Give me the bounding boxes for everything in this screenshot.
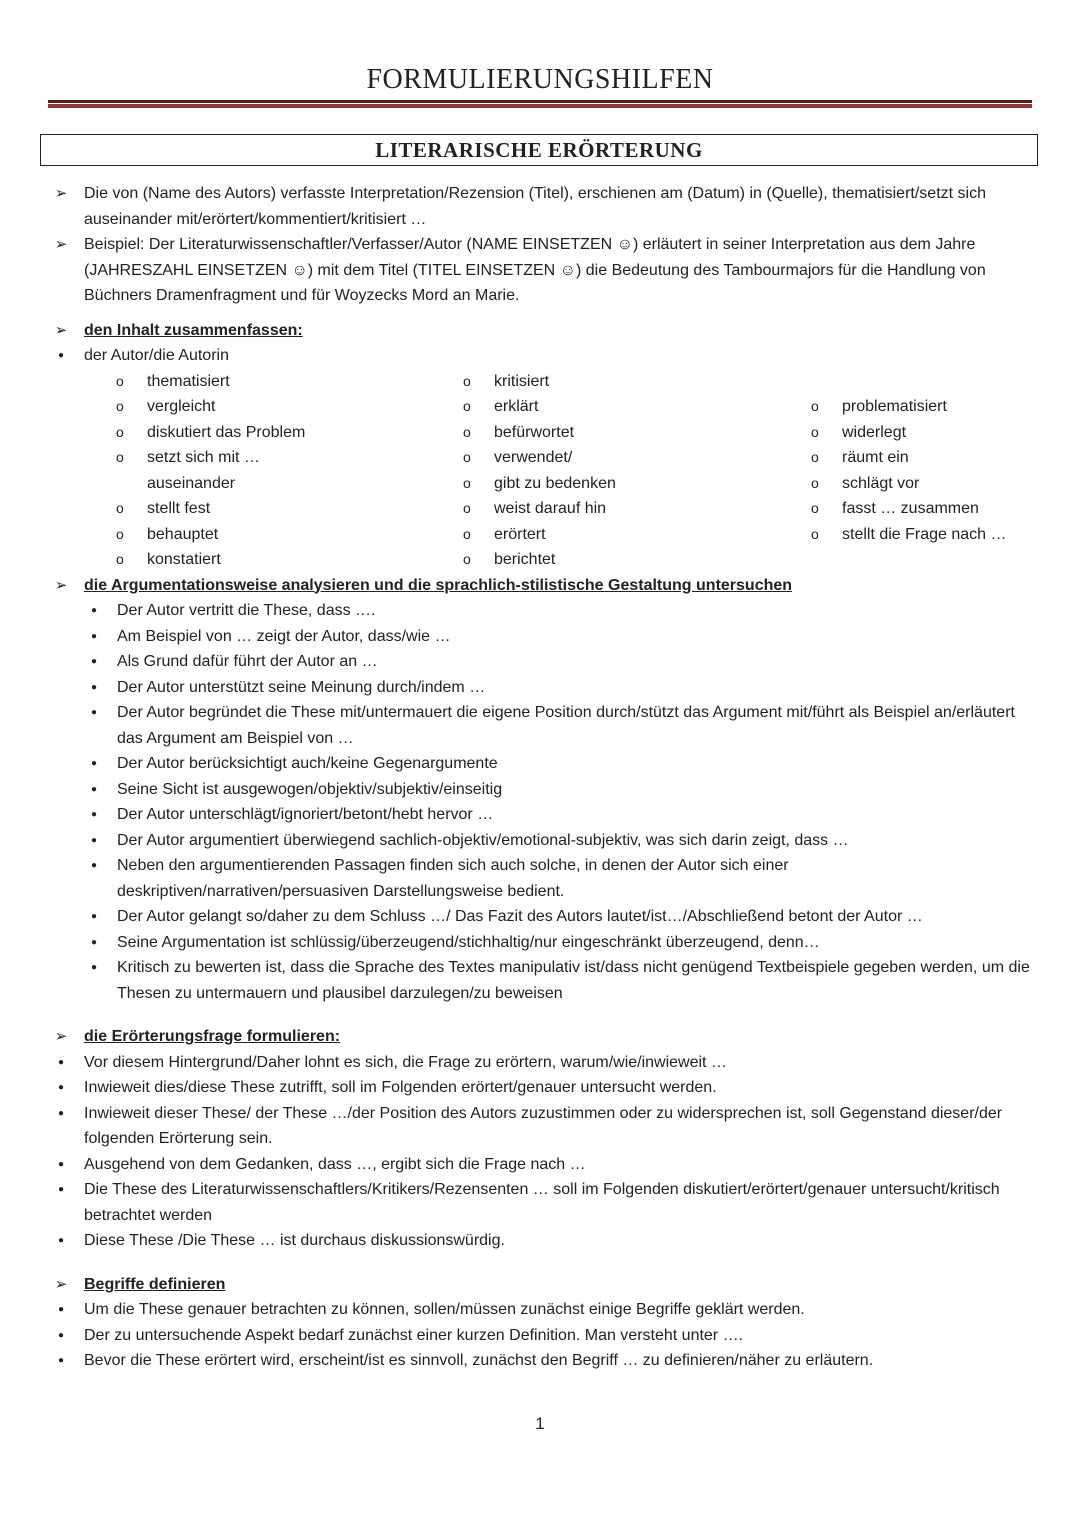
bullet-icon	[48, 1323, 74, 1349]
verb-item: o kritisiert	[463, 369, 616, 395]
verb-item: o behauptet	[116, 522, 305, 548]
circle-bullet-icon: o	[463, 398, 471, 414]
bullet-icon	[81, 598, 107, 624]
bullet-icon	[81, 777, 107, 803]
bullet-icon	[81, 930, 107, 956]
bullet-icon	[48, 1101, 74, 1127]
list-item: ● Der Autor vertritt die These, dass ….	[48, 598, 1038, 624]
circle-bullet-icon: o	[463, 500, 471, 516]
verb-item: o erklärt	[463, 394, 616, 420]
title-divider	[48, 100, 1032, 108]
circle-bullet-icon: o	[811, 474, 819, 491]
circle-bullet-icon: o	[463, 372, 471, 389]
verb-item: o widerlegt	[811, 420, 1007, 446]
bullet-icon	[48, 1228, 74, 1254]
circle-bullet-icon: o	[811, 398, 819, 414]
bullet-icon	[48, 1177, 74, 1203]
list-item: ● Der Autor berücksichtigt auch/keine Gegenargumente	[48, 751, 1038, 777]
bullet-icon	[81, 955, 107, 981]
intro-item: ➢ Die von (Name des Autors) verfasste Interpretation/Rezension (Titel), erschienen am (Datum) in (Quelle), thematisiert/setzt sich auseinander mit/erörtert/kommentiert/kritisiert …	[48, 181, 1038, 232]
list-item: ● Der Autor unterstützt seine Meinung durch/indem …	[48, 675, 1038, 701]
intro-item: ➢ Beispiel: Der Literaturwissenschaftler/Verfasser/Autor (NAME EINSETZEN ☺) erläutert in seiner Interpretation aus dem Jahre (JAHRESZAHL EINSETZEN ☺) mit dem Titel (TITEL EINSETZEN ☺) die Bedeutung des Tambourmajors für die Handlung von Büchners Dramenfragment und für Woyzecks Mord an Marie.	[48, 232, 1038, 309]
verb-item-continuation: auseinander	[147, 474, 236, 492]
list-item: ● Der Autor argumentiert überwiegend sachlich-objektiv/emotional-subjektiv, was sich darin zeigt, dass …	[48, 828, 1038, 854]
bullet-icon	[81, 751, 107, 777]
bullet-icon	[81, 828, 107, 854]
verb-item: o setzt sich mit …	[116, 445, 305, 471]
verb-column-3	[811, 394, 1007, 547]
list-item: ● der Autor/die Autorin	[48, 343, 1038, 369]
verb-item: o räumt ein	[811, 445, 1007, 471]
list-item: ● Um die These genauer betrachten zu können, sollen/müssen zunächst einige Begriffe geklärt werden.	[48, 1297, 1038, 1323]
section-heading-question: ➢ die Erörterungsfrage formulieren:	[48, 1024, 1038, 1050]
circle-bullet-icon: o	[116, 500, 124, 516]
bullet-icon	[48, 1297, 74, 1323]
circle-bullet-icon: o	[463, 423, 471, 440]
circle-bullet-icon: o	[811, 500, 819, 516]
verb-item: o thematisiert	[116, 369, 305, 395]
list-item: ● Seine Argumentation ist schlüssig/überzeugend/stichhaltig/nur eingeschränkt überzeugend, denn…	[48, 930, 1038, 956]
list-item: ● Seine Sicht ist ausgewogen/objektiv/subjektiv/einseitig	[48, 777, 1038, 803]
list-item: ● Der Autor gelangt so/daher zu dem Schluss …/ Das Fazit des Autors lautet/ist…/Abschließend betont der Autor …	[48, 904, 1038, 930]
verb-item: o weist darauf hin	[463, 496, 616, 522]
circle-bullet-icon: o	[116, 525, 124, 542]
bullet-icon	[81, 802, 107, 828]
verb-item: o stellt die Frage nach …	[811, 522, 1007, 548]
bullet-icon	[81, 904, 107, 930]
arrow-bullet-icon: ➢	[54, 576, 68, 594]
verb-item: o diskutiert das Problem	[116, 420, 305, 446]
verb-list	[48, 369, 1038, 573]
section-heading-argumentation: ➢ die Argumentationsweise analysieren und die sprachlich-stilistische Gestaltung untersuchen	[48, 573, 1038, 599]
circle-bullet-icon: o	[116, 423, 124, 440]
list-item: ● Vor diesem Hintergrund/Daher lohnt es sich, die Frage zu erörtern, warum/wie/inwieweit …	[48, 1050, 1038, 1076]
circle-bullet-icon: o	[811, 423, 819, 440]
bullet-icon	[48, 1075, 74, 1101]
page-number: 1	[535, 1414, 545, 1433]
list-item: ● Bevor die These erörtert wird, erscheint/ist es sinnvoll, zunächst den Begriff … zu definieren/näher zu erläutern.	[48, 1348, 1038, 1374]
circle-bullet-icon: o	[463, 551, 471, 567]
verb-item: o schlägt vor	[811, 471, 1007, 497]
list-item: ● Der Autor begründet die These mit/untermauert die eigene Position durch/stützt das Argument mit/führt als Beispiel an/erläutert das Argument am Beispiel von …	[48, 700, 1038, 751]
circle-bullet-icon: o	[116, 372, 124, 389]
verb-item: o vergleicht	[116, 394, 305, 420]
circle-bullet-icon: o	[811, 525, 819, 542]
arrow-bullet-icon: ➢	[54, 1275, 68, 1293]
arrow-bullet-icon: ➢	[54, 321, 68, 339]
list-item: ● Die These des Literaturwissenschaftlers/Kritikers/Rezensenten … soll im Folgenden diskutiert/erörtert/genauer untersucht/kritisch betrachtet werden	[48, 1177, 1038, 1228]
verb-item: o verwendet/	[463, 445, 616, 471]
section-heading-definitions: ➢ Begriffe definieren	[48, 1272, 1038, 1298]
bullet-icon	[81, 700, 107, 726]
bullet-icon	[81, 675, 107, 701]
bullet-icon	[48, 1348, 74, 1374]
list-item: ● Ausgehend von dem Gedanken, dass …, ergibt sich die Frage nach …	[48, 1152, 1038, 1178]
list-item: ● Der Autor unterschlägt/ignoriert/betont/hebt hervor …	[48, 802, 1038, 828]
section-title: LITERARISCHE ERÖRTERUNG	[40, 134, 1038, 166]
circle-bullet-icon: o	[463, 449, 471, 465]
section-heading-summary: ➢ den Inhalt zusammenfassen:	[48, 318, 1038, 344]
verb-item: o konstatiert	[116, 547, 305, 573]
verb-item: o fasst … zusammen	[811, 496, 1007, 522]
page-title: FORMULIERUNGSHILFEN	[366, 64, 714, 95]
circle-bullet-icon: o	[463, 474, 471, 491]
verb-item: o befürwortet	[463, 420, 616, 446]
bullet-icon	[81, 853, 107, 879]
verb-item: o stellt fest	[116, 496, 305, 522]
arrow-bullet-icon: ➢	[54, 1028, 68, 1045]
list-item: ● Inwieweit dies/diese These zutrifft, soll im Folgenden erörtert/genauer untersucht werden.	[48, 1075, 1038, 1101]
list-item: ● Der zu untersuchende Aspekt bedarf zunächst einer kurzen Definition. Man versteht unter ….	[48, 1323, 1038, 1349]
bullet-icon	[48, 343, 74, 369]
circle-bullet-icon: o	[811, 449, 819, 465]
bullet-icon	[48, 1152, 74, 1178]
verb-column-2	[463, 369, 616, 573]
verb-item: o problematisiert	[811, 394, 1007, 420]
arrow-bullet-icon: ➢	[54, 185, 68, 202]
list-item: ● Kritisch zu bewerten ist, dass die Sprache des Textes manipulativ ist/dass nicht genügend Textbeispiele gegeben werden, um die Thesen zu untermauern und plausibel darzulegen/zu beweisen	[48, 955, 1038, 1006]
arrow-bullet-icon: ➢	[54, 236, 68, 253]
verb-item: o berichtet	[463, 547, 616, 573]
verb-item: o erörtert	[463, 522, 616, 548]
verb-item: o gibt zu bedenken	[463, 471, 616, 497]
circle-bullet-icon: o	[463, 525, 471, 542]
list-item: ● Am Beispiel von … zeigt der Autor, dass/wie …	[48, 624, 1038, 650]
list-item: ● Als Grund dafür führt der Autor an …	[48, 649, 1038, 675]
list-item: ● Diese These /Die These … ist durchaus diskussionswürdig.	[48, 1228, 1038, 1254]
list-item: ● Neben den argumentierenden Passagen finden sich auch solche, in denen der Autor sich einer deskriptiven/narrativen/persuasiven Darstellungsweise bedient.	[48, 853, 1038, 904]
circle-bullet-icon: o	[116, 398, 124, 414]
verb-column-1	[116, 369, 305, 573]
list-item: ● Inwieweit dieser These/ der These …/der Position des Autors zuzustimmen oder zu widersprechen ist, soll Gegenstand dieser/der folgenden Erörterung sein.	[48, 1101, 1038, 1152]
circle-bullet-icon: o	[116, 551, 124, 567]
document-body	[48, 181, 1038, 1374]
bullet-icon	[81, 649, 107, 675]
bullet-icon	[81, 624, 107, 650]
circle-bullet-icon: o	[116, 449, 124, 465]
bullet-icon	[48, 1050, 74, 1076]
